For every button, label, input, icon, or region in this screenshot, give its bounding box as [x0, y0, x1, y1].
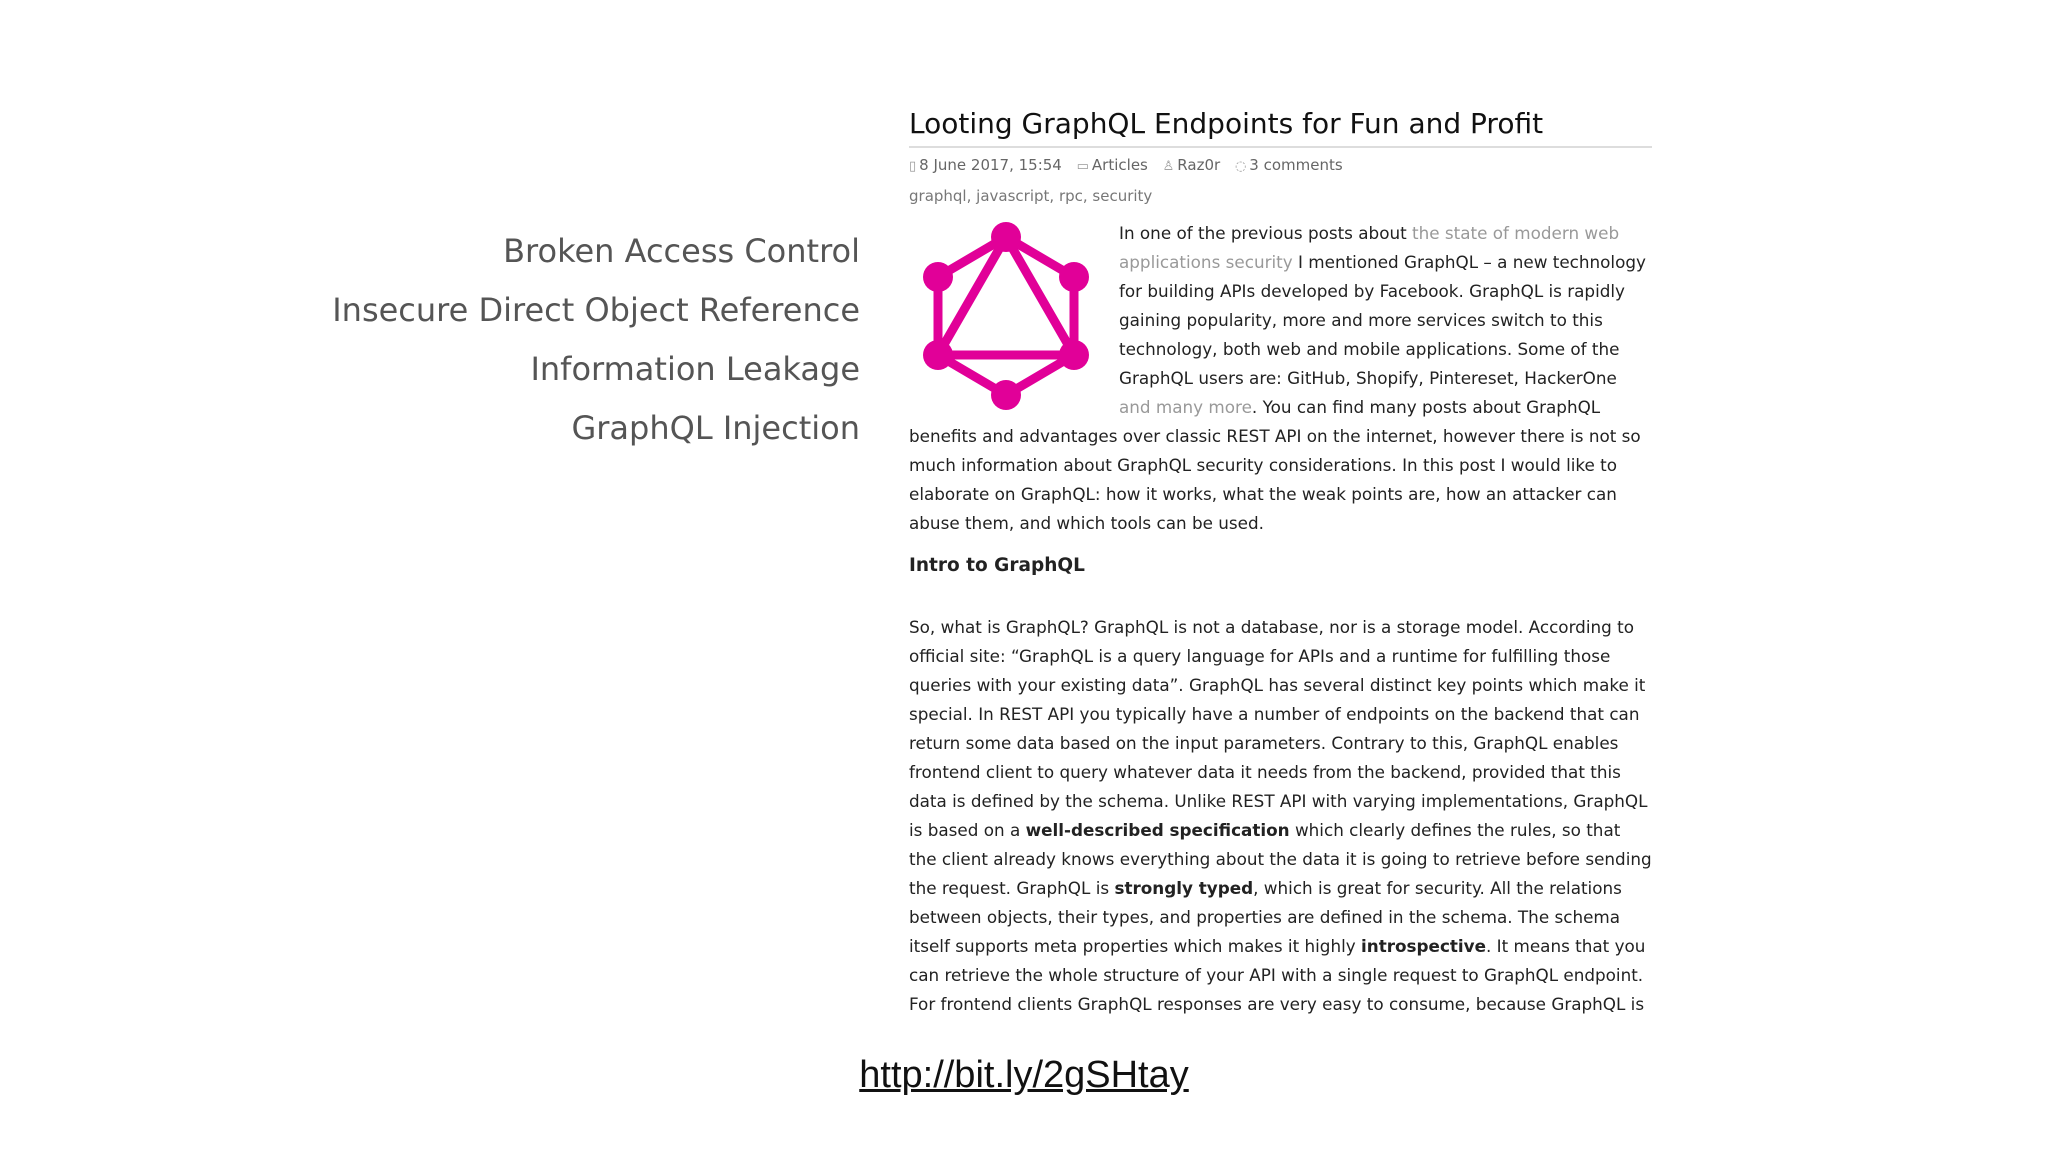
user-icon: ♙	[1162, 159, 1175, 174]
paragraph-what-is-graphql: So, what is GraphQL? GraphQL is not a database, nor is a storage model. According to official site: “GraphQL is a query language for APIs and a runtime for fulfilling those queries with your existing data”. GraphQL has several distinct key points which make it special. In REST API you typically have a number of endpoints on the backend that can return some data based on the input parameters. Contrary to this, GraphQL enables frontend client to query whatever data it needs from the backend, provided that this data is defined by the schema. Unlike REST API with varying implementations, GraphQL is based on a well-described specification which clearly defines the rules, so that the client already knows everything about the data it is going to retrieve before sending the request. GraphQL is strongly typed, which is great for security. All the relations between objects, their types, and properties are defined in the schema. The schema itself supports meta properties which makes it highly introspective. It means that you can retrieve the whole structure of your API with a single request to GraphQL endpoint. For frontend clients GraphQL responses are very easy to consume, because GraphQL is	[909, 617, 1652, 1014]
short-url-link[interactable]: http://bit.ly/2gSHtay	[859, 1054, 1189, 1096]
post-comments[interactable]: 3 comments	[1249, 156, 1343, 174]
inline-link[interactable]: the state of modern web applications security	[1119, 223, 1620, 272]
article-body	[909, 219, 1652, 1019]
graphql-logo-icon	[909, 221, 1103, 421]
article-screenshot	[909, 104, 1652, 1019]
comment-icon: ◌	[1234, 159, 1247, 174]
article-title[interactable]: Looting GraphQL Endpoints for Fun and Profit	[909, 104, 1652, 148]
topic-item: Broken Access Control	[503, 232, 860, 270]
folder-icon: ▭	[1076, 159, 1089, 174]
calendar-icon: ▯	[909, 159, 917, 174]
topic-item: Information Leakage	[530, 350, 860, 388]
article-meta	[909, 154, 1652, 178]
post-category[interactable]: Articles	[1091, 156, 1148, 174]
tag-list: graphql, javascript, rpc, security	[909, 187, 1153, 205]
post-author[interactable]: Raz0r	[1177, 156, 1221, 174]
topic-item: Insecure Direct Object Reference	[332, 291, 860, 329]
paragraph-intro: In one of the previous posts about the state of modern web applications security I mentioned GraphQL – a new technology for building APIs developed by Facebook. GraphQL is rapidly gaining popularity, more and more services switch to this technology, both web and mobile applications. Some of the GraphQL users are: GitHub, Shopify, Pintereset, HackerOne and many more. You can find many posts about GraphQL benefits and advantages over classic REST API on the internet, however there is not so much information about GraphQL security considerations. In this post I would like to elaborate on GraphQL: how it works, what the weak points are, how an attacker can abuse them, and which tools can be used.	[909, 223, 1646, 533]
tag-link[interactable]: security	[1092, 187, 1153, 205]
topic-list	[332, 222, 860, 458]
tag-link[interactable]: graphql	[909, 187, 967, 205]
post-date: 8 June 2017, 15:54	[919, 156, 1062, 174]
tag-link[interactable]: rpc	[1058, 187, 1083, 205]
inline-link[interactable]: and many more	[1119, 397, 1252, 417]
section-heading: Intro to GraphQL	[909, 555, 1085, 576]
topic-item: GraphQL Injection	[571, 409, 860, 447]
tag-link[interactable]: javascript	[976, 187, 1050, 205]
footer-link-container	[0, 1054, 2048, 1097]
